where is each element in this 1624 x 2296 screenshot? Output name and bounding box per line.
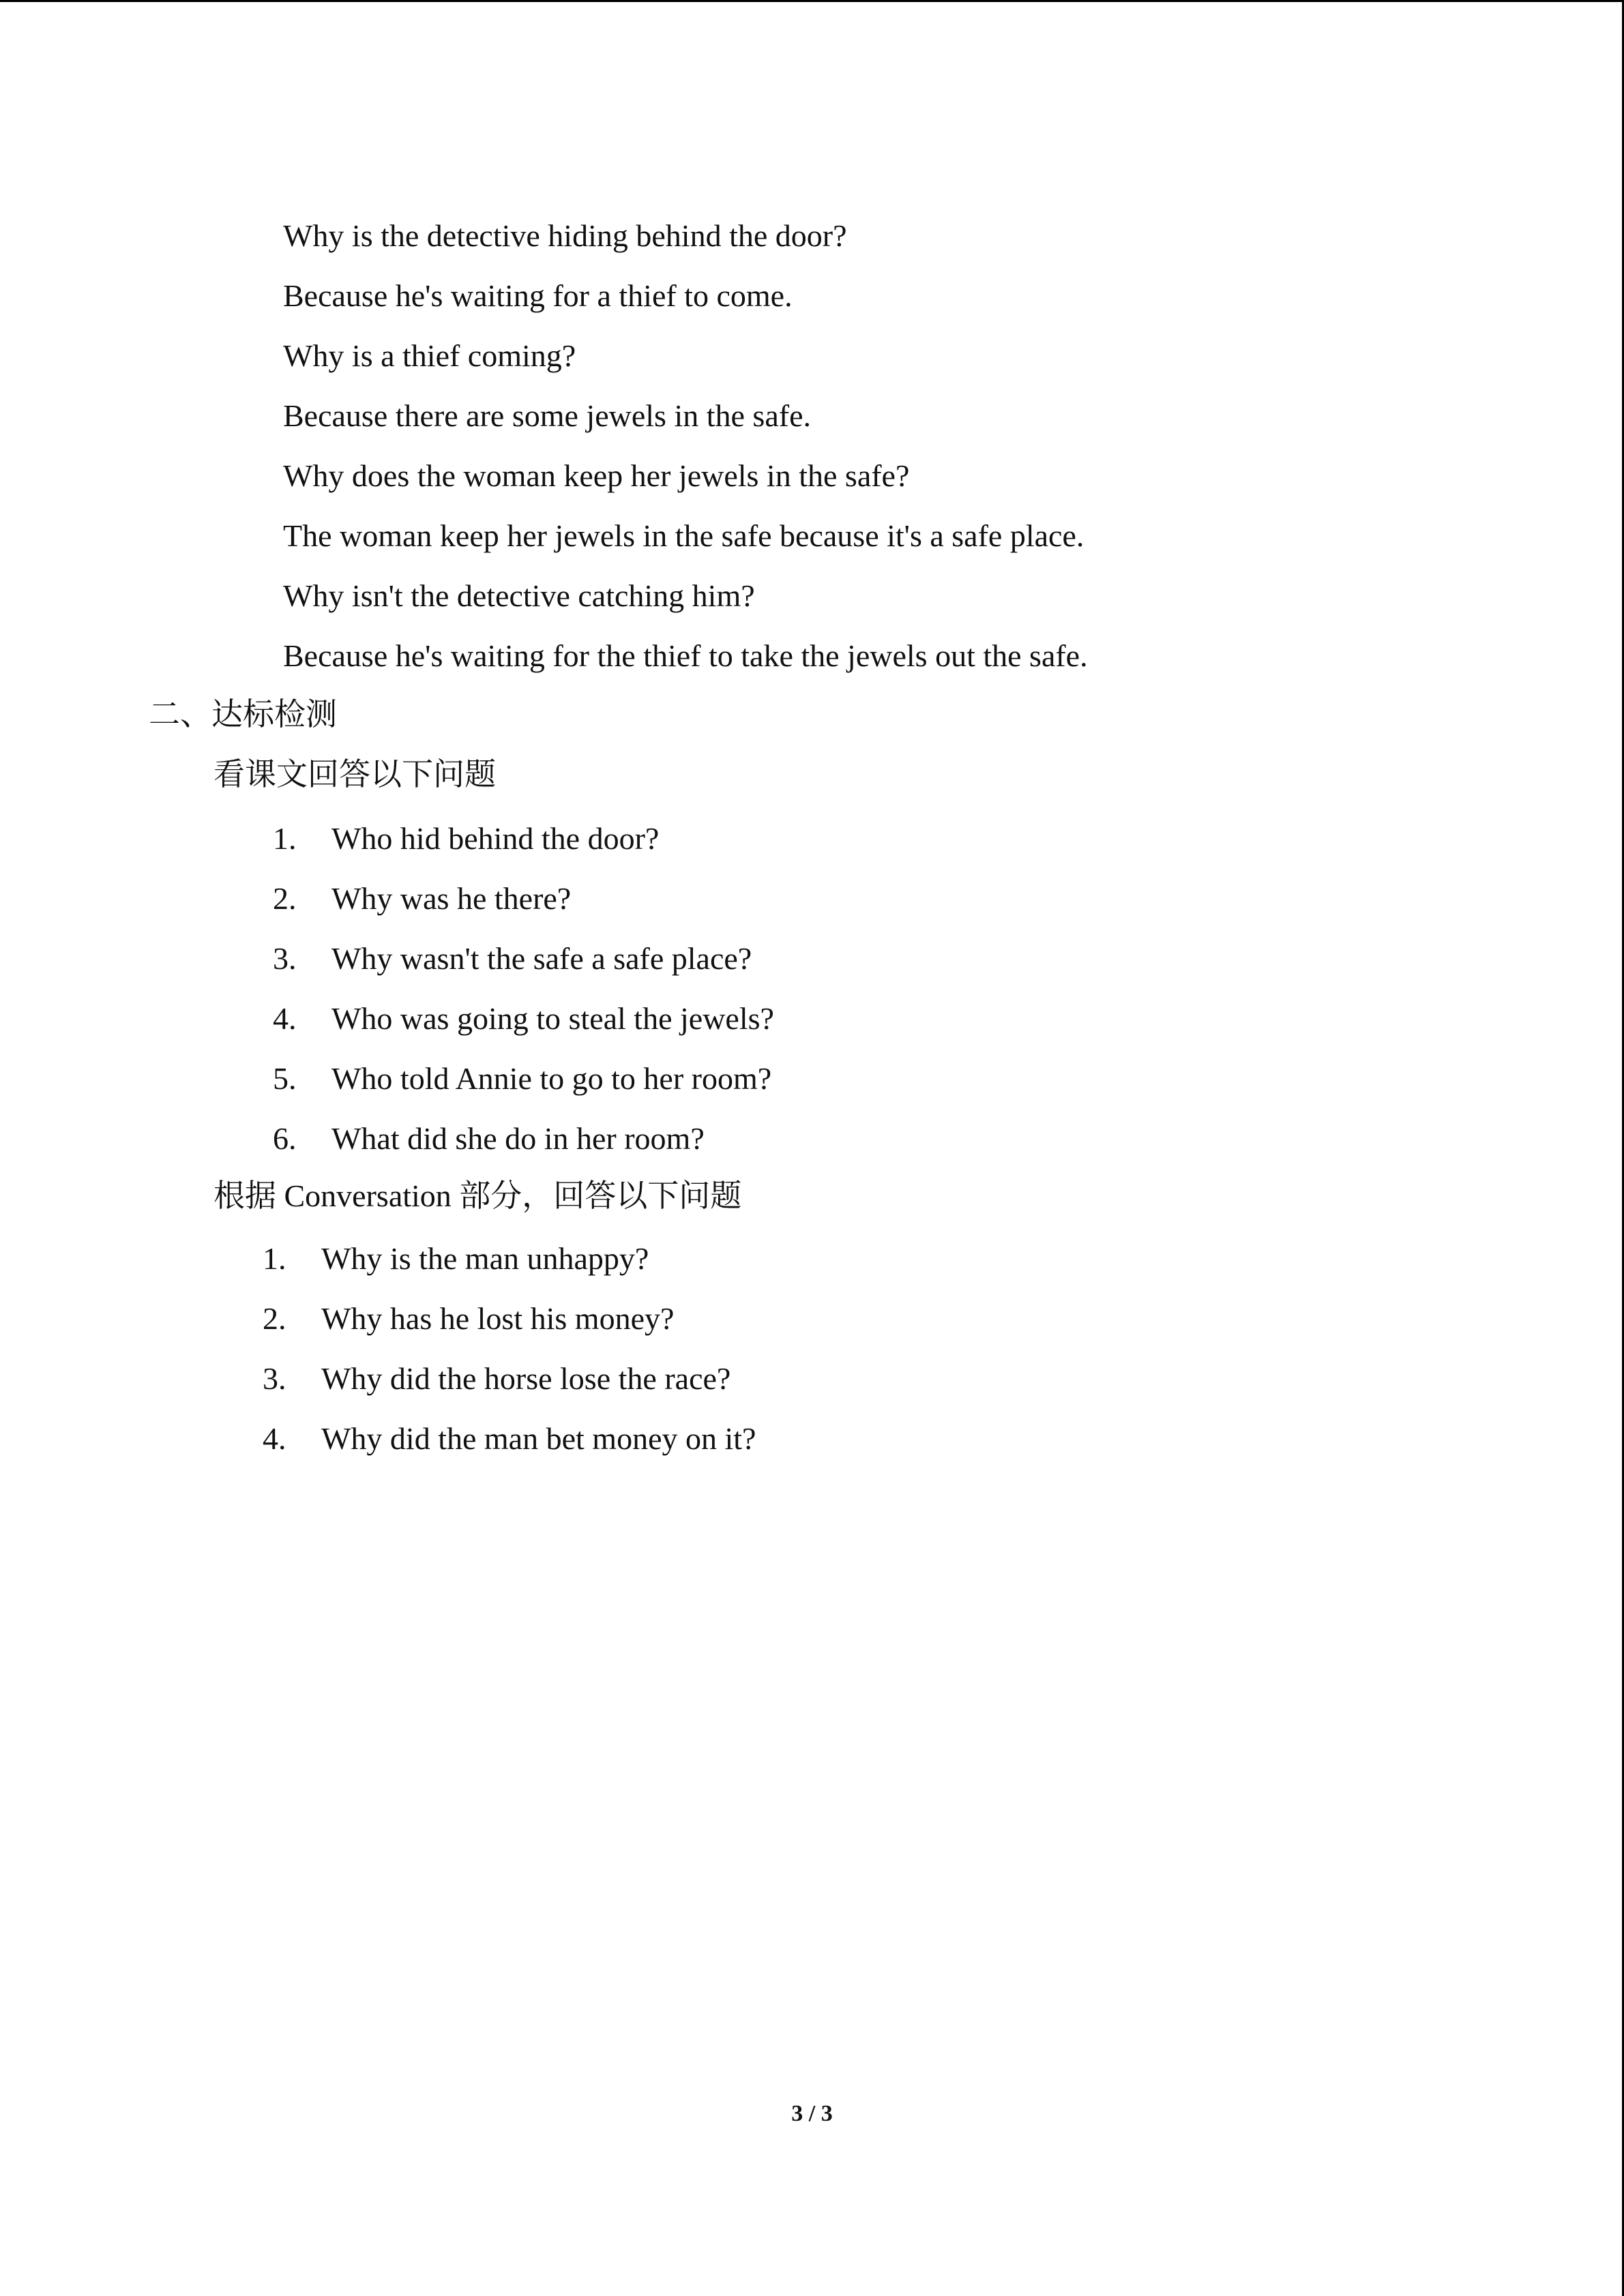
dialog-line: The woman keep her jewels in the safe because it's a safe place. [283, 518, 1084, 553]
question-text: Who hid behind the door? [331, 821, 660, 856]
part1-instruction: 看课文回答以下问题 [213, 757, 496, 792]
dialog-line: Because he's waiting for a thief to come. [283, 278, 793, 313]
question-number: 4. [273, 1001, 297, 1036]
question-number: 4. [263, 1421, 286, 1456]
question-text: Why is the man unhappy? [321, 1241, 649, 1276]
question-text: Why wasn't the safe a safe place? [331, 941, 752, 976]
question-text: Why did the man bet money on it? [321, 1421, 756, 1456]
section-heading: 二、达标检测 [149, 697, 337, 732]
page-top-border [0, 0, 1624, 2]
dialog-line: Why is a thief coming? [283, 338, 576, 373]
question-text: Why was he there? [331, 881, 572, 916]
question-number: 3. [273, 941, 297, 976]
question-number: 3. [263, 1361, 286, 1396]
page-number: 3 / 3 [791, 2101, 833, 2126]
question-text: Who told Annie to go to her room? [331, 1061, 772, 1096]
question-number: 5. [273, 1061, 297, 1096]
dialog-line: Because he's waiting for the thief to take the jewels out the safe. [283, 638, 1088, 673]
question-text: Why has he lost his money? [321, 1301, 675, 1336]
question-text: Who was going to steal the jewels? [331, 1001, 774, 1036]
dialog-line: Why is the detective hiding behind the door? [283, 218, 847, 253]
question-number: 1. [263, 1241, 286, 1276]
dialog-line: Because there are some jewels in the safe. [283, 398, 811, 433]
question-number: 6. [273, 1121, 297, 1156]
part2-instruction: 根据 Conversation 部分，回答以下问题 [213, 1178, 742, 1213]
question-number: 2. [263, 1301, 286, 1336]
question-text: What did she do in her room? [331, 1121, 705, 1156]
question-text: Why did the horse lose the race? [321, 1361, 731, 1396]
dialog-line: Why isn't the detective catching him? [283, 578, 755, 613]
question-number: 1. [273, 821, 297, 856]
dialog-line: Why does the woman keep her jewels in the safe? [283, 458, 910, 493]
question-number: 2. [273, 881, 297, 916]
